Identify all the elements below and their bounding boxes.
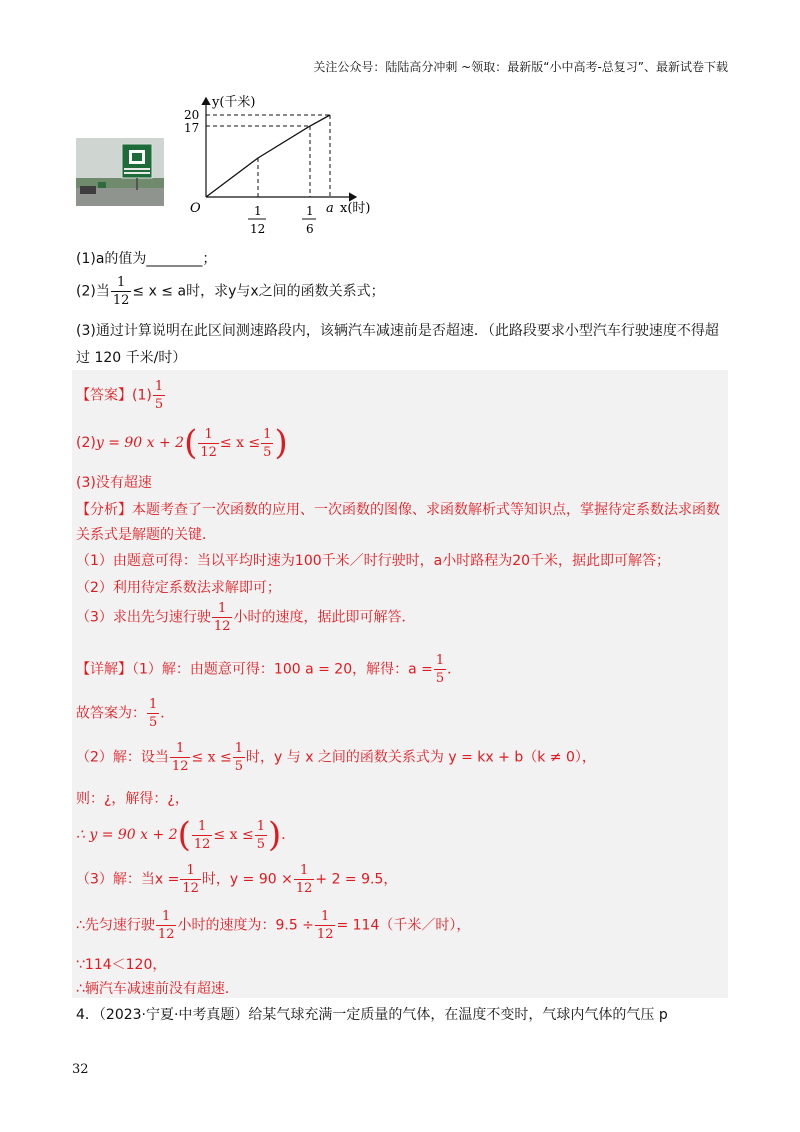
origin-label: O <box>190 201 201 216</box>
detail-2: 故答案为： $\frac{1}{5}$ ． <box>76 697 175 730</box>
x-tick-1-6-den: 6 <box>306 222 314 236</box>
page-header: 关注公众号：陆陆高分冲刺 ~领取：最新版“小中高考-总复习”、最新试卷下载 <box>313 60 728 74</box>
graph-line <box>206 115 330 197</box>
x-tick-1-12-num: 1 <box>254 204 262 218</box>
question-3-line-1: (3)通过计算说明在此区间测速路段内，该辆汽车减速前是否超速．（此路段要求小型汽车行驶速度不得超 <box>76 323 719 339</box>
analysis-step-3: （3）求出先匀速行驶 $\frac{1}{12}$ 小时的速度，据此即可解答． <box>76 601 416 634</box>
question-2: (2)当 $\frac{1}{12}$ ≤ x ≤ a时，求y与x之间的函数关系式； <box>76 275 385 308</box>
question-4: 4．（2023·宁夏·中考真题）给某气球充满一定质量的气体，在温度不变时，气球内气体的气压 p <box>76 1007 668 1023</box>
detail-9: ∴辆汽车减速前没有超速． <box>76 981 239 997</box>
detail-6: （3）解：当x = $\frac{1}{12}$ 时，y = 90 × $\frac{1}{12}$ + 2 = 9.5， <box>76 863 398 896</box>
road-sign-photo <box>76 138 164 206</box>
answer-1: 【答案】(1) $\frac{1}{5}$ <box>76 379 164 412</box>
question-3-line-2: 过 120 千米/时） <box>76 350 187 366</box>
analysis-step-2: （2）利用待定系数法求解即可； <box>76 580 281 596</box>
analysis-line-2: 关系式是解题的关键． <box>76 527 216 543</box>
question-1: (1)a的值为________； <box>76 251 217 267</box>
x-axis-label: x(时) <box>340 201 371 216</box>
analysis-step-1: （1）由题意可得：当以平均时速为100千米／时行驶时，a小时路程为20千米，据此即可解答； <box>76 553 671 569</box>
answer-3: (3)没有超速 <box>76 475 152 491</box>
detail-5: ∴ y = 90 x + 2( $\frac{1}{12}$ ≤ x ≤ $\frac{1}{5}$ )． <box>76 815 296 855</box>
x-tick-a: a <box>326 201 334 216</box>
detail-1: 【详解】（1）解：由题意可得：100 a = 20，解得：a = $\frac{1}{5}$ ． <box>76 653 462 686</box>
detail-4: 则：¿，解得：¿， <box>76 791 189 807</box>
page-number: 32 <box>72 1062 89 1077</box>
detail-3: （2）解：设当 $\frac{1}{12}$ ≤ x ≤ $\frac{1}{5}$ 时，y 与 x 之间的函数关系式为 y = kx + b（k ≠ 0）， <box>76 741 596 774</box>
detail-8: ∵114＜120， <box>76 957 167 973</box>
y-tick-20: 20 <box>184 108 200 122</box>
x-tick-1-6-num: 1 <box>306 204 314 218</box>
detail-7: ∴先匀速行驶 $\frac{1}{12}$ 小时的速度为：9.5 ÷ $\frac{1}{12}$ = 114（千米／时）， <box>76 909 471 942</box>
y-tick-17: 17 <box>184 121 200 135</box>
analysis-line-1: 【分析】本题考查了一次函数的应用、一次函数的图像、求函数解析式等知识点，掌握待定系数法求函数 <box>76 502 720 518</box>
distance-time-graph <box>180 90 410 240</box>
x-tick-1-12-den: 12 <box>250 222 266 236</box>
y-axis-label: y(千米) <box>212 95 256 110</box>
answer-2: (2)y = 90 x + 2( $\frac{1}{12}$ ≤ x ≤ $\frac{1}{5}$ ) <box>76 423 288 463</box>
